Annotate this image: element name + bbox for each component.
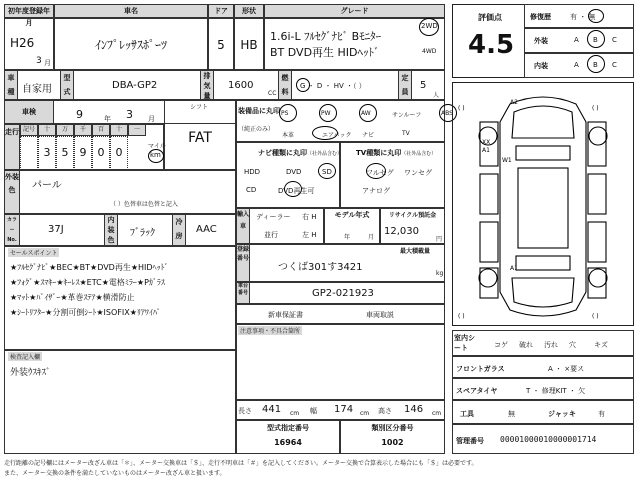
int-score-b: B [593, 61, 598, 69]
import-parallel: 並行 [264, 231, 278, 239]
category-label: 車種 [4, 70, 18, 100]
navi-item: DVD [286, 168, 302, 176]
navi-dvd-circle [284, 181, 302, 197]
capacity-unit: 人 [433, 92, 440, 99]
ext-score-c: C [612, 36, 617, 44]
import-right: 右 H [302, 213, 317, 221]
car-name-label: 車名 [54, 4, 208, 18]
ext-score-label: 外装 [534, 37, 548, 45]
sales-line-1: ★ﾌﾙｾｸﾞﾅﾋﾞ★BEC★BT★DVD再生★HIDﾍｯﾄﾞ [10, 263, 169, 272]
height-value: 146 [404, 404, 424, 415]
mileage-header-cell: 十 [110, 124, 128, 136]
shape-label: 形状 [234, 4, 264, 18]
equipment-item: エアバック [322, 132, 352, 139]
ext-score-b: B [593, 36, 598, 44]
exterior-note: （ ）色替車は色替と記入 [110, 201, 178, 208]
fuel-options: G ・ D ・ HV ・（ ） [300, 82, 366, 90]
type-designation-label: 型式指定番号 [267, 424, 309, 432]
sales-line-2: ★ﾌｫｸﾞ★ｽﾏｷｰ★ｷｰﾚｽ★ETC★電格ﾐﾗｰ★Pｶﾞﾗｽ [10, 278, 165, 287]
navi-label-sub: （社外品含む） [307, 151, 343, 157]
mileage-header-cell: 一 [128, 124, 146, 136]
equipment-item: ナビ [362, 132, 375, 139]
score-value: 4.5 [468, 30, 515, 60]
length-label: 長さ [238, 407, 252, 415]
repair-circle [588, 9, 604, 23]
car-diagram [452, 82, 634, 326]
jack-value: 有 [598, 410, 605, 418]
chassis-label: 車台番号 [236, 282, 250, 304]
first-reg-month-unit: 月 [44, 59, 51, 67]
mileage-header-cell: 記号 [20, 124, 38, 136]
exterior-label: 外装色 [4, 170, 20, 214]
category-no-value: 1002 [381, 438, 404, 447]
first-reg-era: H26 [10, 36, 35, 50]
mileage-digit-cell: 9 [74, 136, 92, 170]
seat-item: 穴 [569, 341, 576, 349]
inspector-label: 検査記入欄 [10, 354, 41, 361]
recycle-unit: 円 [436, 236, 443, 243]
tv-label-sub: （社外品含む） [401, 151, 437, 157]
tv-label-main: TV種類に丸印 [356, 149, 402, 157]
import-left: 左 H [302, 231, 317, 239]
model-year-unit: 年 [344, 234, 351, 241]
seat-item: 汚れ [544, 341, 558, 349]
mileage-header-cell: 十 [38, 124, 56, 136]
paren-tl: ( ) [458, 105, 465, 112]
repair-label: 修復歴 [530, 13, 551, 21]
tools-row [452, 400, 634, 424]
max-load-label: 最大積載量 [400, 248, 431, 255]
first-reg-month: 3 [36, 56, 42, 66]
exterior-color: パール [32, 180, 62, 191]
navi-item: DVD再生可 [278, 187, 315, 195]
interior-value: ﾌﾞﾗｯｸ [130, 228, 155, 239]
notice-label: 注意事項・不具合箇所 [240, 328, 301, 335]
width-value: 174 [334, 404, 354, 415]
mileage-digit-cell: 3 [38, 136, 56, 170]
color-no-value: 37J [48, 224, 64, 235]
length-value: 441 [262, 404, 282, 415]
inspection-year: 9 [76, 108, 83, 121]
int-score-circle [587, 55, 605, 73]
equipment-item: ABS [441, 110, 453, 117]
import-label: 輸入車 [236, 208, 250, 244]
spare-label: スペアタイヤ [456, 387, 498, 395]
recycle-value: 12,030 [384, 226, 419, 237]
mark-w1: W1 [502, 157, 512, 164]
mileage-digit-cell: 5 [56, 136, 74, 170]
drive-alt: 4WD [422, 48, 437, 55]
fuel-label: 燃料 [278, 70, 292, 100]
length-unit: cm [290, 410, 300, 417]
width-label: 幅 [310, 407, 317, 415]
int-score-label: 内装 [534, 62, 548, 70]
max-load-unit: kg [436, 270, 444, 277]
mileage-header-cell: 千 [74, 124, 92, 136]
mileage-digit-cell: 0 [110, 136, 128, 170]
inspection-month: 3 [126, 108, 133, 121]
manual-label: 車両取説 [366, 311, 394, 319]
equipment-item: PW [321, 110, 331, 117]
mileage-header-cell: 万 [56, 124, 74, 136]
mileage-unit-mile: マイル [148, 143, 166, 150]
navi-item: HDD [244, 168, 261, 176]
jack-label: ジャッキ [548, 410, 576, 418]
height-label: 高さ [378, 407, 392, 415]
mark-a2: A2 [510, 99, 518, 106]
inspection-month-unit: 月 [148, 115, 155, 123]
tools-label: 工具 [460, 410, 474, 418]
sales-line-3: ★ﾏｯﾄ★ﾊﾞｲｻﾞｰ★革巻ｽﾃｱ★横滑防止 [10, 293, 135, 302]
drive-value: 2WD [421, 22, 438, 30]
mileage-unit-km: km [150, 151, 161, 159]
sales-label: セールスポイント [10, 250, 58, 257]
import-dealer: ディーラー [256, 213, 291, 221]
int-score-a: A [574, 61, 579, 69]
model-year-label: モデル年式 [334, 211, 370, 219]
ac-label: 冷房 [172, 214, 186, 246]
recycle-label: リサイクル預託金 [388, 212, 437, 219]
doors-label: ドア [208, 4, 234, 18]
inspection-label: 車検 [4, 100, 54, 124]
tv-item: ワンセグ [404, 169, 432, 177]
windshield-value: A ・ ×要ス [548, 365, 585, 373]
mark-xx: XX [482, 139, 491, 146]
reg-label: 登録番号 [236, 244, 250, 282]
navi-label-main: ナビ種類に丸印 [258, 149, 307, 157]
seat-label: 室内シート [454, 334, 475, 352]
notice-block [236, 324, 445, 400]
tv-item: アナログ [362, 187, 390, 195]
navi-item: SD [322, 168, 332, 176]
spare-value: T ・ 修理KIT ・ 欠 [526, 387, 586, 395]
equipment-item: PS [281, 110, 289, 117]
height-unit: cm [432, 410, 442, 417]
type-designation-value: 16964 [274, 438, 302, 447]
equipment-label: 装備品に丸印 [238, 107, 280, 115]
displacement-unit: CC [268, 90, 277, 97]
footer-line-1: 走行距離の記号欄にはメーター改ざん車は「＊」、メーター交換車は「＄」、走行不明車は「＃」を記入してください。メーター交換で合算表示した場合にも「＄」は必要です。 [4, 460, 478, 467]
ext-score-a: A [574, 36, 579, 44]
score-label: 評価点 [478, 13, 502, 22]
category-value: 自家用 [22, 84, 52, 95]
paren-tr: ( ) [592, 105, 599, 112]
tv-fullseg-circle [366, 163, 386, 179]
repair-options: 有 ・ 無 [570, 13, 596, 21]
inspection-year-unit: 年 [104, 115, 111, 123]
equipment-item: AW [361, 110, 371, 117]
grade-line1: 1.6i-L ﾌﾙｾｸﾞﾅﾋﾞ Bﾓﾆﾀｰ [270, 30, 382, 43]
first-reg-label: 初年度登録年月 [4, 4, 54, 18]
equipment-item: サンルーフ [392, 112, 422, 119]
airbag-circle [312, 126, 338, 140]
capacity-label: 定員 [398, 70, 412, 100]
seat-item: キズ [594, 341, 608, 349]
equipment-item: TV [402, 130, 410, 137]
tv-item: フルセグ [366, 169, 394, 177]
mileage-digit-cell [20, 136, 38, 170]
paren-bl: ( ) [458, 313, 465, 320]
warranty-label: 新車保証書 [268, 311, 303, 319]
equipment-item: 本革 [282, 132, 295, 139]
ext-score-circle [587, 30, 605, 48]
color-no-label: カラーNo. [4, 214, 20, 246]
car-name: ｲﾝﾌﾟﾚｯｻｽﾎﾟｰﾂ [94, 38, 167, 52]
model-label: 型式 [60, 70, 74, 100]
control-label: 管理番号 [456, 437, 484, 445]
navi-item: CD [246, 186, 257, 194]
navi-sd-circle [318, 163, 336, 179]
chassis-value: GP2-021923 [312, 288, 374, 299]
displacement-value: 1600 [228, 80, 254, 91]
paren-br: ( ) [592, 313, 599, 320]
seat-item: コゲ [494, 341, 508, 349]
mark-a1-front: A1 [482, 147, 490, 154]
reg-value: つくば301す3421 [278, 262, 363, 273]
model-value: DBA-GP2 [112, 80, 158, 91]
category-no-label: 類別区分番号 [371, 424, 414, 432]
shift-label: シフト [190, 104, 209, 111]
navi-label [258, 148, 342, 158]
grade-label: グレード [264, 4, 445, 18]
mileage-label: 走行 [4, 124, 20, 170]
model-year-month-unit: 月 [368, 234, 375, 241]
displacement-label: 排気量 [200, 70, 214, 100]
width-unit: cm [360, 410, 370, 417]
mark-a1-rear: A1 [510, 265, 518, 272]
tv-label [356, 148, 436, 158]
tools-value: 無 [508, 410, 515, 418]
shift-value: FAT [188, 130, 212, 146]
shape-value: HB [240, 38, 258, 52]
footer-line-2: また、メーター交換の条件を満たしていないものはメーター改ざん車と扱います。 [4, 470, 226, 477]
seat-item: 破れ [519, 341, 533, 349]
capacity-value: 5 [420, 80, 427, 91]
equipment-sub: （純正のみ） [238, 126, 275, 133]
inspector-comment: 外装ｳｽｷｽﾞ [10, 368, 51, 378]
windshield-label: フロントガラス [456, 365, 505, 373]
control-value: 00001000010000001714 [500, 435, 597, 444]
interior-label: 内装色 [104, 214, 118, 246]
doors-value: 5 [217, 38, 225, 52]
sales-line-4: ★ｼｰﾄﾘﾌﾀｰ★分割可倒ｼｰﾄ★ISOFIX★ﾘｱﾜｲﾊﾟ [10, 308, 161, 317]
ac-value: AAC [196, 224, 217, 235]
grade-line2: BT DVD再生 HIDﾍｯﾄﾞ [270, 46, 380, 59]
int-score-c: C [612, 61, 617, 69]
mileage-header-cell: 百 [92, 124, 110, 136]
mileage-digit-cell: 0 [92, 136, 110, 170]
